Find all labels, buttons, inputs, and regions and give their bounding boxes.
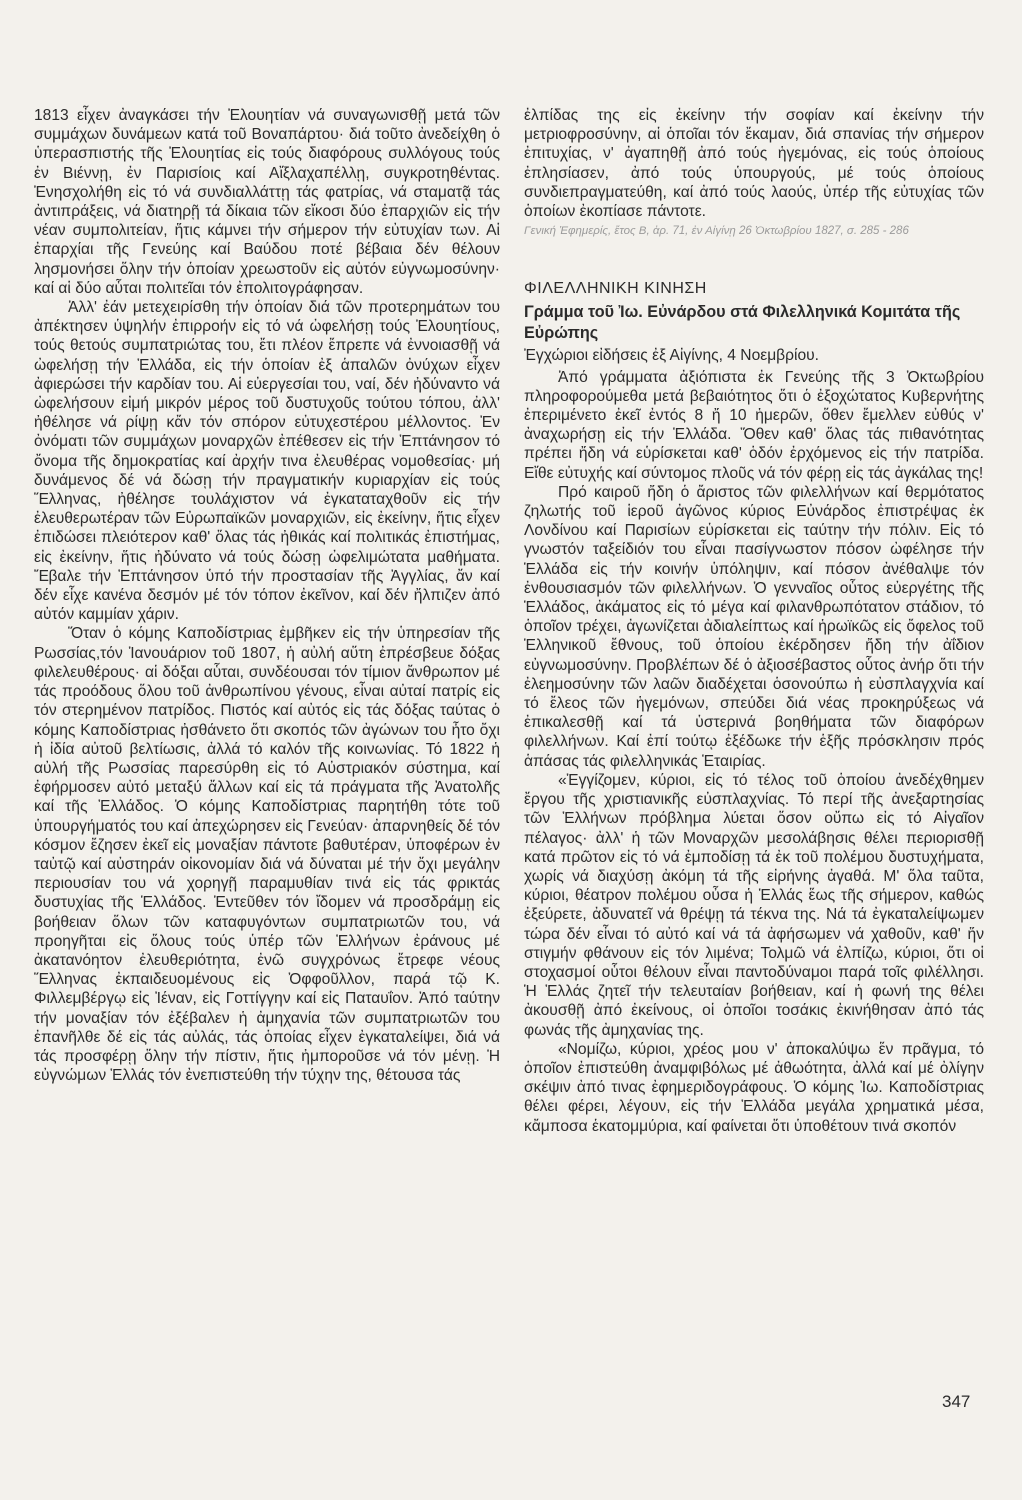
paragraph: Ἀπό γράμματα ἀξιόπιστα ἐκ Γενεύης τῆς 3 Ὀκτωβρίου πληροφορούμεθα μετά βεβαιότητος ὅτι ὁ ἐξοχώτατος Κυβερνήτης ἐπεριμένετο ἐκεῖ ἐντός 8 ἤ 10 ἡμερῶν, ὅθεν ἔμελλεν εὐθύς ν' ἀναχωρήσῃ εἰς τήν Ἑλλάδα. Ὅθεν καθ' ὅλας τάς πιθανότητας πρέπει ἤδη νά εὑρίσκεται καθ' ὁδόν ἐρχόμενος εἰς τήν πατρίδα. Εἴθε εὐτυχής καί σύντομος πλοῦς νά τόν φέρῃ εἰς τάς ἀγκάλας της! <box>524 368 984 482</box>
section-title: ΦΙΛΕΛΛΗΝΙΚΗ ΚΙΝΗΣΗ <box>524 280 707 298</box>
paragraph: «Ἐγγίζομεν, κύριοι, εἰς τό τέλος τοῦ ὁποίου ἀνεδέχθημεν ἔργου τῆς χριστιανικῆς εὐσπλαχνίας. Τό περί τῆς ἀνεξαρτησίας τῶν Ἑλλήνων πρόβλημα λύεται ὅσον οὔπω εἰς τό Αἰγαῖον πέλαγος· ἀλλ' ἡ τῶν Μοναρχῶν μεσολάβησις θέλει περιορισθῇ κατά πρῶτον εἰς τό νά ἐμποδίσῃ τά ἐκ τοῦ πολέμου δυστυχήματα, χωρίς νά διαχύσῃ ἀκόμη τά τῆς εἰρήνης ἀγαθά. Μ' ὅλα ταῦτα, κύριοι, θέατρον πολέμου οὖσα ἡ Ἑλλάς ἕως τῆς σήμερον, καθώς ἐξεύρετε, ἀδυνατεῖ νά θρέψῃ τά τέκνα της. Νά τά ἐγκαταλείψωμεν τώρα δέν εἶναι τό αὐτό καί νά τά ἀφήσωμεν νά χαθοῦν, καθ' ἥν στιγμήν φθάνουν εἰς τόν λιμένα; Τολμῶ νά ἐλπίζω, κύριοι, ὅτι οἱ στοχασμοί οὗτοι θέλουν εἶναι παντοδύναμοι παρά τοῖς φιλέλλησι. Ἡ Ἑλλάς ζητεῖ τήν τελευταίαν βοήθειαν, καί ἡ φωνή της θέλει ἀκουσθῇ ἀπό ἐκείνους, οἱ ὁποῖοι τοσάκις ἐκινήθησαν ἀπό τάς φωνάς τῆς ἀμηχανίας της. <box>524 771 984 1039</box>
continuation-paragraph: ἐλπίδας της εἰς ἐκείνην τήν σοφίαν καί ἐκείνην τήν μετριοφροσύνην, αἱ ὁποῖαι τόν ἔκαμαν, διά σπανίας τήν σήμερον ἐπιτυχίας, ν' ἀγαπηθῇ ἀπό τούς ἡγεμόνας, εἰς τούς ὁποίους ἐπλησίασεν, ἀπό τούς ὑπουργούς, μέ τούς ὁποίους συνδιεπραγματεύθη, καί ἀπό τούς λαούς, ὑπέρ τῆς εὐτυχίας τῶν ὁποίων ἐκοπίασε πάντοτε. <box>524 107 984 221</box>
paragraph: Ὅταν ὁ κόμης Καποδίστριας ἐμβῆκεν εἰς τήν ὑπηρεσίαν τῆς Ρωσσίας,τόν Ἰανουάριον τοῦ 1807, ἡ αὐλή αὕτη ἐπρέσβευε δόξας φιλελευθέρους· αἱ δόξαι αὗται, συνδέουσαι τόν τίμιον ἄνθρωπον μέ τάς προόδους ὅλου τοῦ ἀνθρωπίνου γένους, εἶναι αὐταί πατρίς εἰς τόν στερημένον πατρίδος. Πιστός καί αὐτός εἰς τάς δόξας ταύτας ὁ κόμης Καποδίστριας ἠσθάνετο ὅτι σκοπός τῶν ἀγώνων του ἦτο ὄχι ἡ ἰδία αὐτοῦ βελτίωσις, ἀλλά τό καλόν τῆς κοινωνίας. Τό 1822 ἡ αὐλή τῆς Ρωσσίας παρεσύρθη εἰς τό Αὐστριακόν σύστημα, καί ἐφήρμοσεν αὐτό μεταξύ ἄλλων καί εἰς τά πράγματα τῆς Ἀνατολῆς καί τῆς Ἑλλάδος. Ὁ κόμης Καποδίστριας παρητήθη τότε τοῦ ὑπουργήματός του καί ἀπεχώρησεν εἰς Γενεύαν· ἀπαρνηθείς δέ τόν κόσμον ἔζησεν ἐκεῖ εἰς μοναξίαν πάντοτε βαθυτέραν, ὑποφέρων ἐν ταὐτῷ καί αὐστηράν οἰκονομίαν διά νά δύναται μέ τήν ὄχι μεγάλην περιουσίαν του νά χορηγῇ παραμυθίαν τινά εἰς τάς φρικτάς δυστυχίας τῆς Ἑλλάδος. Ἐντεῦθεν τόν ἴδομεν νά προσδράμῃ εἰς βοήθειαν ὅλων τῶν καταφυγόντων συμπατριωτῶν του, νά προηγῆται εἰς ὅλους τούς ὑπέρ τῶν Ἑλλήνων ἐράνους μέ ἀκατανόητον ἐλευθεριότητα, ἐνῶ συγχρόνως ἔτρεφε νέους Ἕλληνας ἐκπαιδευομένους εἰς Ὀφφοῦλλον, παρά τῷ Κ. Φιλλεμβέργῳ εἰς Ἰέναν, εἰς Γοττίγγην καί εἰς Παταυΐον. Ἀπό ταύτην τήν μοναξίαν τόν ἐξέβαλεν ἡ ἀμηχανία τῶν συμπατριωτῶν του ἐπανῆλθε δέ εἰς τάς αὐλάς, τάς ὁποίας εἶχεν ἐγκαταλείψει, διά νά τάς προσφέρῃ ὅλην τήν πίστιν, ἥτις ἠμποροῦσε νά τόν μένῃ. Ἡ εὐγνώμων Ἑλλάς τόν ἐνεπιστεύθη τήν τύχην της, θέτουσα τάς <box>34 625 500 1085</box>
page-number: 347 <box>942 1392 971 1411</box>
paragraph: «Νομίζω, κύριοι, χρέος μου ν' ἀποκαλύψω ἕν πρᾶγμα, τό ὁποῖον ἐπιστεύθη ἀναμφιβόλως μέ ἀθωότητα, ἀλλά καί μέ ὀλίγην σκέψιν ἀπό τινας ἐφημεριδογράφους. Ὁ κόμης Ἰω. Καποδίστριας θέλει φέρει, λέγουν, εἰς τήν Ἑλλάδα μεγάλα χρηματικά μέσα, κἄμποσα ἑκατομμύρια, καί φαίνεται ὅτι ὑποθέτουν τινά σκοπόν <box>524 1040 984 1135</box>
source-citation: Γενική Ἐφημερίς, ἔτος Β, ἀρ. 71, ἐν Αἰγίνῃ 26 Ὀκτωβρίου 1827, σ. 285 - 286 <box>524 225 909 238</box>
left-column <box>34 106 500 1085</box>
article-title: Γράμμα τοῦ Ἰω. Εὐνάρδου στά Φιλελληνικά Κομιτάτα τῆς Εὐρώπης <box>524 303 961 343</box>
paragraph: Ἀλλ' ἐάν μετεχειρίσθη τήν ὁποίαν διά τῶν προτερημάτων του ἀπέκτησεν ὑψηλήν ἐπιρροήν εἰς τό νά ὠφελήσῃ τούς Ἐλουητίους, τούς θετούς συμπατριώτας του, ἔτι πλέον ἔπρεπε νά ἐννοιασθῇ νά ὠφελήσῃ τήν Ἑλλάδα, εἰς τήν ὁποίαν ἐξ ἁπαλῶν ὀνύχων εἶχεν ἀφιερώσει τήν καρδίαν του. Αἱ εὐεργεσίαι του, ναί, δέν ἠδύναντο νά ὠφελήσουν εἰμή μικρόν μέρος τοῦ δυστυχοῦς τούτου τόπου, ἀλλ' ἠθέλησε νά ρίψῃ κἄν τόν σπόρον εὐτυχεστέρου μέλλοντος. Ἐν ὀνόματι τῶν συμμάχων μοναρχῶν ἐπέθεσεν εἰς τήν Ἑπτάνησον τό ὄνομα τῆς δημοκρατίας καί ἀρχήν τινα ἐλευθέρας νομοθεσίας· μή δυνάμενος δέ νά δώσῃ τήν πραγματικήν κυριαρχίαν εἰς τούς Ἕλληνας, ἠθέλησε τουλάχιστον νά ἐγκαταταχθοῦν εἰς τήν ἐλευθερωτέραν τῶν Εὐρωπαϊκῶν μοναρχιῶν, εἰς ἐκείνην, ἥτις εἶχεν ἐπιδώσει πλειότερον καθ' ὅλας τάς ἠθικάς καί πολιτικάς ἐπιστήμας, εἰς ἐκείνην, ἥτις ἠδύνατο νά τούς δώσῃ ὠφελιμώτατα μαθήματα. Ἔβαλε τήν Ἑπτάνησον ὑπό τήν προστασίαν τῆς Ἀγγλίας, ἄν καί δέν εἶχε κανένα δεσμόν μέ τόν τόπον ἐκεῖνον, καί δέν ἤλπιζεν ἀπό αὐτόν καμμίαν χάριν. <box>34 299 500 624</box>
paragraph: Πρό καιροῦ ἤδη ὁ ἄριστος τῶν φιλελλήνων καί θερμότατος ζηλωτής τοῦ ἱεροῦ ἀγῶνος κύριος Εὐνάρδος ἐπιστρέψας ἐκ Λονδίνου καί Παρισίων εὑρίσκεται εἰς ταύτην τήν πόλιν. Εἰς τό γνωστόν ταξείδιόν του εἶναι πασίγνωστον πόσον ὠφέλησε τήν Ἑλλάδα εἰς τήν κοινήν ὑπόληψιν, καί πόσον ἀνέθαλψε τόν ἐνθουσιασμόν τῶν φιλελλήνων. Ὁ γενναῖος οὗτος εὐεργέτης τῆς Ἑλλάδος, ἀκάματος εἰς τό μέγα καί φιλανθρωπότατον στάδιον, τό ὁποῖον τρέχει, ἀγωνίζεται ἀδιαλείπτως καί ἡρωϊκῶς εἰς ὄφελος τοῦ Ἑλληνικοῦ ἔθνους, τοῦ ὁποίου ἐκέρδησεν ἤδη τήν ἀΐδιον εὐγνωμοσύνην. Προβλέπων δέ ὁ ἀξιοσέβαστος οὗτος ἀνήρ ὅτι τήν ἐλεημοσύνην τῶν λαῶν διαδέχεται ὁσονούπω ἡ εὐσπλαγχνία καί τό ἔλεος τῶν ἡγεμόνων, σπεύδει διά νέας προκηρύξεως νά ἐπικαλεσθῇ καί τά ὑστερινά βοηθήματα τῶν διαφόρων φιλελλήνων. Καί ἐπί τούτῳ ἐξέδωκε τήν ἑξῆς πρόσκλησιν πρός ἁπάσας τάς φιλελληνικάς Ἑταιρίας. <box>524 483 984 770</box>
paragraph: 1813 εἶχεν ἀναγκάσει τήν Ἐλουητίαν νά συναγωνισθῇ μετά τῶν συμμάχων δυνάμεων κατά τοῦ Βοναπάρτου· διά τοῦτο ἀνεδείχθη ὁ ὑπερασπιστής τῆς Ἐλουητίας εἰς τούς διαφόρους συλλόγους τούς ἐν Βιέννῃ, ἐν Παρισίοις καί Αἴξλαχαπέλλῃ, συγκροτηθέντας. Ἐνησχολήθη εἰς τό νά συνδιαλλάττῃ τάς φατρίας, νά σταματᾷ τάς ἀντιπράξεις, νά διατηρῇ τά δίκαια τῶν εἴκοσι δύο ἐπαρχιῶν εἰς τήν νέαν συμπολιτείαν, ἥτις κάμνει τήν σήμερον τήν εὐτυχίαν των. Αἱ ἐπαρχίαι τῆς Γενεύης καί Βαύδου ποτέ βέβαια δέν θέλουν λησμονήσει ὅλην τήν ὁποίαν χρεωστοῦν εἰς αὐτόν εὐγνωμοσύνην· καί αἱ δύο αὗται πολιτεῖαι τόν ἐπολιτογράφησαν. <box>34 107 500 297</box>
dateline: Ἐγχώριοι εἰδήσεις ἐξ Αἰγίνης, 4 Νοεμβρίου. <box>524 347 820 365</box>
right-column <box>524 106 984 1136</box>
